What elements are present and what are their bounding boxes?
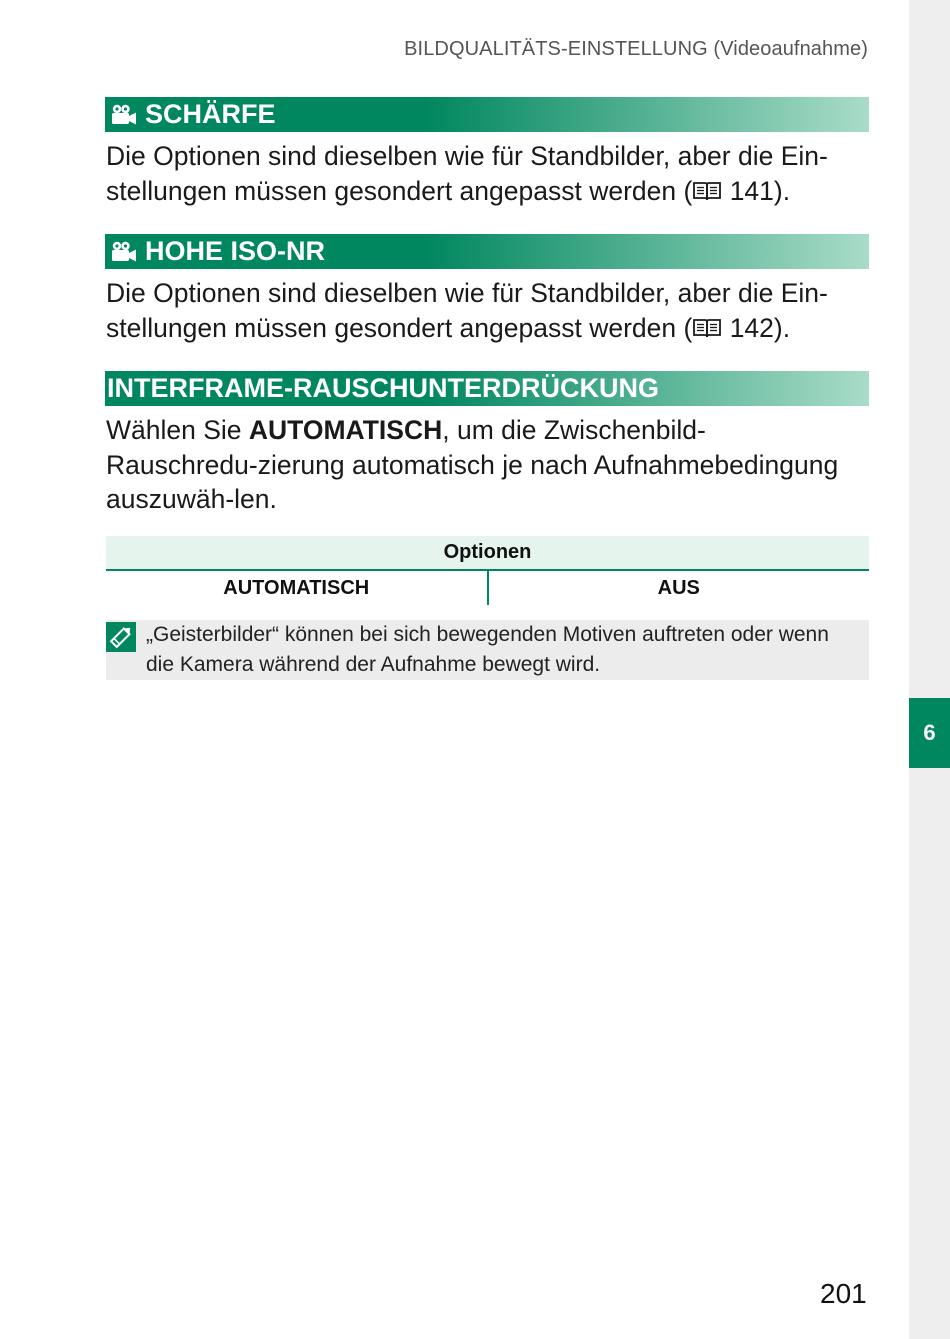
options-table: [106, 536, 869, 605]
section-body: [106, 413, 846, 517]
page-reference-link[interactable]: 141: [729, 175, 774, 206]
section-heading-schaerfe: [105, 97, 869, 132]
option-automatisch: AUTOMATISCH: [106, 571, 489, 605]
page-reference-link[interactable]: 142: [729, 312, 774, 343]
section-body: [106, 139, 846, 208]
body-text: Die Optionen sind dieselben wie für Standbilder, aber die Ein-stellungen müssen gesondert angepasst werden (: [106, 141, 828, 206]
body-text-end: ).: [773, 175, 791, 206]
options-table-row: [106, 571, 869, 605]
page-number: 201: [820, 1278, 867, 1309]
book-icon: [692, 180, 722, 202]
running-head: BILDQUALITÄTS-EINSTELLUNG (Videoaufnahme): [404, 38, 868, 60]
body-text-end: , um die Zwischenbild-Rauschredu-zierung automatisch je nach Aufnahmebedingung auszuwäh-len.: [106, 415, 839, 514]
side-strip: [909, 0, 950, 1339]
movie-camera-icon: [109, 104, 137, 126]
section-title: HOHE ISO-NR: [145, 236, 326, 266]
body-text: Die Optionen sind dieselben wie für Standbilder, aber die Ein-stellungen müssen gesondert angepasst werden (: [106, 278, 828, 343]
note-text: „Geisterbilder“ können bei sich bewegenden Motiven auftreten oder wenn die Kamera während der Aufnahme bewegt wird.: [146, 623, 829, 676]
book-icon: [692, 317, 722, 339]
movie-camera-icon: [109, 241, 137, 263]
chapter-tab[interactable]: 6: [909, 698, 950, 768]
options-table-header: Optionen: [106, 536, 869, 571]
body-text: Wählen Sie: [106, 415, 249, 445]
section-body: [106, 276, 846, 345]
note-pencil-icon: [106, 622, 136, 652]
section-title: SCHÄRFE: [145, 99, 276, 129]
option-aus: AUS: [657, 576, 700, 599]
section-title: INTERFRAME-RAUSCHUNTERDRÜCKUNG: [107, 373, 659, 403]
note-box: [106, 620, 869, 680]
section-heading-interframe: [105, 371, 869, 406]
body-text-end: ).: [773, 312, 791, 343]
section-heading-hohe-iso-nr: [105, 234, 869, 269]
option-name: AUTOMATISCH: [248, 415, 443, 445]
